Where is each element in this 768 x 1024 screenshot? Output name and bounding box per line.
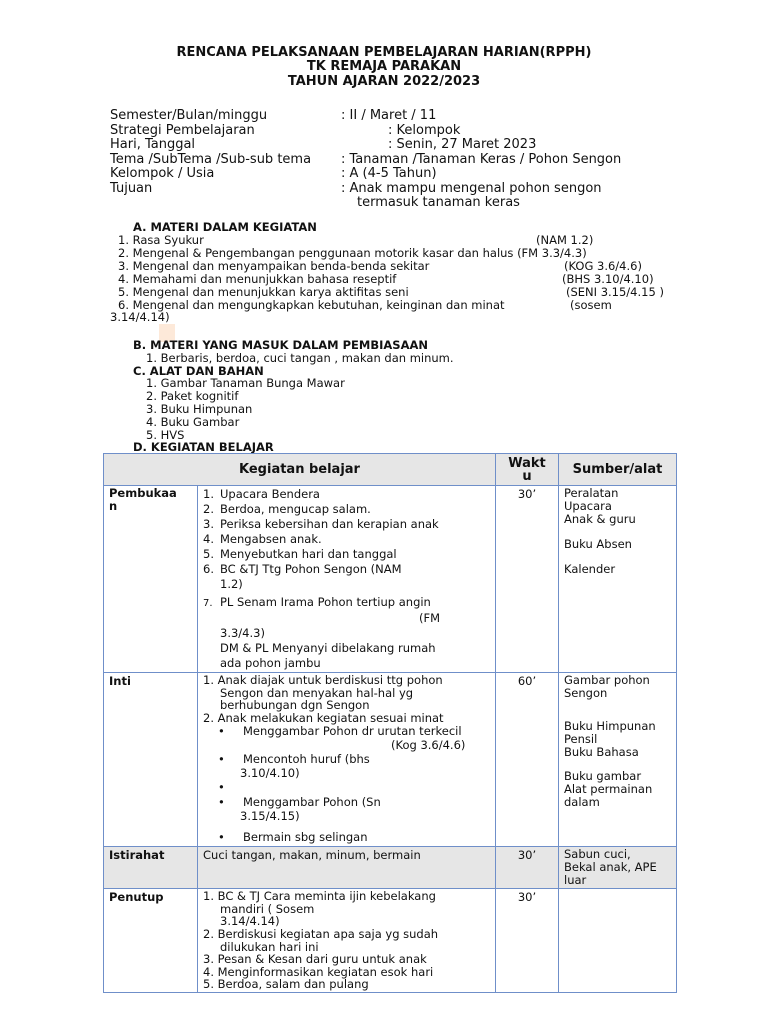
tujuan-value: : Anak mampu mengenal pohon sengon bbox=[341, 180, 602, 196]
src-item: Sengon bbox=[564, 686, 608, 700]
materi-item-1: 1. Rasa Syukur bbox=[118, 233, 204, 247]
list-item-cont: mandiri ( Sosem bbox=[220, 901, 315, 916]
header-waktu-1: Wakt bbox=[508, 455, 546, 471]
table-header-row bbox=[104, 454, 677, 486]
src-item: Peralatan bbox=[564, 486, 619, 500]
time-inti: 60’ bbox=[496, 673, 559, 847]
time-istirahat: 30’ bbox=[496, 847, 559, 889]
list-item-cont: 3.3/4.3) bbox=[220, 626, 265, 640]
row-istirahat bbox=[104, 847, 677, 889]
src-item: Buku Absen bbox=[564, 537, 632, 551]
alat-item-3: 3. Buku Himpunan bbox=[146, 402, 253, 416]
header-waktu-2: u bbox=[522, 468, 532, 484]
semester-label: Semester/Bulan/minggu bbox=[110, 108, 268, 123]
list-item: 7. PL Senam Irama Pohon tertiup angin bbox=[203, 595, 431, 609]
istirahat-activity: Cuci tangan, makan, minum, bermain bbox=[198, 847, 496, 889]
time-pembukaan: 30’ bbox=[496, 486, 559, 673]
bullet-item: • Menggambar Pohon (Sn bbox=[203, 795, 490, 810]
bullet-item-ref: (Kog 3.6/4.6) bbox=[391, 738, 466, 753]
alat-item-4: 4. Buku Gambar bbox=[146, 415, 240, 429]
list-item: 1. BC & TJ Cara meminta ijin kebelakang bbox=[203, 889, 436, 904]
materi-item-1-ref: (NAM 1.2) bbox=[536, 233, 594, 247]
src-item: Buku gambar bbox=[564, 769, 642, 783]
materi-item-3: 3. Mengenal dan menyampaikan benda-benda sekitar bbox=[118, 259, 430, 273]
inti-activities bbox=[198, 673, 496, 847]
alat-item-2: 2. Paket kognitif bbox=[146, 389, 239, 403]
src-item: Upacara bbox=[564, 499, 612, 513]
bullet-item-cont: 3.15/4.15) bbox=[240, 808, 300, 823]
bullet-item: • Menggambar Pohon dr urutan terkecil bbox=[203, 724, 490, 739]
src-item: Bekal anak, APE bbox=[564, 860, 657, 875]
section-b-heading: B. MATERI YANG MASUK DALAM PEMBIASAAN bbox=[133, 338, 429, 352]
src-item: Anak & guru bbox=[564, 512, 636, 526]
phase-inti: Inti bbox=[104, 673, 198, 847]
list-item-cont: 1.2) bbox=[220, 577, 243, 591]
tema-label: Tema /SubTema /Sub-sub tema bbox=[110, 151, 312, 167]
list-item: 1. Anak diajak untuk berdiskusi ttg pohon bbox=[203, 673, 443, 687]
kelompok-label: Kelompok / Usia bbox=[110, 166, 215, 181]
materi-item-6-cont: 3.14/4.14) bbox=[110, 310, 170, 324]
strategi-label: Strategi Pembelajaran bbox=[110, 122, 255, 138]
materi-item-3-ref: (KOG 3.6/4.6) bbox=[564, 259, 642, 273]
list-item: 1. Upacara Bendera bbox=[203, 487, 320, 501]
materi-item-2: 2. Mengenal & Pengembangan penggunaan motorik kasar dan halus (FM 3.3/4.3) bbox=[118, 246, 587, 260]
phase-pembukaan bbox=[104, 486, 198, 673]
hari-label: Hari, Tanggal bbox=[110, 137, 196, 152]
header-sumber: Sumber/alat bbox=[559, 454, 677, 486]
list-item: 5. Menyebutkan hari dan tanggal bbox=[203, 547, 397, 561]
hari-value: : Senin, 27 Maret 2023 bbox=[388, 137, 537, 152]
list-item: 4. Mengabsen anak. bbox=[203, 532, 322, 546]
src-item: Buku Himpunan bbox=[564, 719, 656, 733]
materi-item-4: 4. Memahami dan menunjukkan bahasa reseptif bbox=[118, 272, 397, 286]
list-item: 2. Berdoa, mengucap salam. bbox=[203, 502, 371, 516]
bullet-item-cont: 3.10/4.10) bbox=[240, 765, 300, 780]
bullet-item: • Bermain sbg selingan bbox=[203, 830, 490, 845]
tujuan-value-cont: termasuk tanaman keras bbox=[357, 195, 520, 210]
list-item: 5. Berdoa, salam dan pulang bbox=[203, 977, 369, 992]
materi-item-4-ref: (BHS 3.10/4.10) bbox=[562, 272, 654, 286]
dm-line-1: DM & PL Menyanyi dibelakang rumah bbox=[220, 641, 436, 655]
kegiatan-table bbox=[103, 453, 677, 993]
list-item-cont: berhubungan dgn Sengon bbox=[220, 698, 370, 713]
src-item: dalam bbox=[564, 795, 600, 809]
semester-value: : II / Maret / 11 bbox=[341, 108, 437, 123]
bullet-item: • Mencontoh huruf (bhs bbox=[203, 752, 490, 767]
row-penutup bbox=[104, 889, 677, 993]
list-item-cont: dilukukan hari ini bbox=[220, 939, 319, 954]
phase-penutup: Penutup bbox=[104, 889, 198, 993]
src-pembukaan bbox=[559, 486, 677, 673]
doc-title-line3: TAHUN AJARAN 2022/2023 bbox=[287, 74, 481, 89]
src-istirahat bbox=[559, 847, 677, 889]
list-item: 2. Berdiskusi kegiatan apa saja yg sudah bbox=[203, 926, 439, 941]
src-item: Pensil bbox=[564, 732, 598, 746]
pembiasaan-item-1: 1. Berbaris, berdoa, cuci tangan , makan dan minum. bbox=[146, 351, 454, 365]
header-kegiatan: Kegiatan belajar bbox=[104, 454, 496, 486]
src-inti bbox=[559, 673, 677, 847]
src-item: luar bbox=[564, 873, 587, 888]
list-item: 3. Periksa kebersihan dan kerapian anak bbox=[203, 517, 439, 531]
src-item: Sabun cuci, bbox=[564, 847, 631, 862]
row-inti bbox=[104, 673, 677, 847]
src-item: Kalender bbox=[564, 562, 616, 576]
phase-pembukaan-2: n bbox=[109, 499, 118, 513]
tujuan-label: Tujuan bbox=[110, 180, 153, 196]
src-penutup bbox=[559, 889, 677, 993]
section-a-heading: A. MATERI DALAM KEGIATAN bbox=[133, 220, 317, 234]
list-item: 3. Pesan & Kesan dari guru untuk anak bbox=[203, 952, 427, 967]
time-penutup: 30’ bbox=[496, 889, 559, 993]
section-c-heading: C. ALAT DAN BAHAN bbox=[133, 364, 264, 378]
tema-value: : Tanaman /Tanaman Keras / Pohon Sengon bbox=[341, 151, 622, 167]
src-item: Alat permainan bbox=[564, 782, 653, 796]
pembukaan-activities bbox=[198, 486, 496, 673]
kelompok-value: : A (4-5 Tahun) bbox=[341, 166, 437, 181]
materi-item-6: 6. Mengenal dan mengungkapkan kebutuhan, keinginan dan minat bbox=[118, 298, 505, 312]
list-item-cont: Sengon dan menyakan hal-hal yg bbox=[220, 685, 414, 700]
list-item: 2. Anak melakukan kegiatan sesuai minat bbox=[203, 710, 444, 725]
materi-item-6-ref: (sosem bbox=[570, 298, 612, 312]
phase-istirahat: Istirahat bbox=[104, 847, 198, 889]
row-pembukaan bbox=[104, 486, 677, 673]
section-d-heading: D. KEGIATAN BELAJAR bbox=[133, 440, 274, 454]
src-item: Buku Bahasa bbox=[564, 745, 639, 759]
src-item: Gambar pohon bbox=[564, 673, 650, 687]
doc-title-line2: TK REMAJA PARAKAN bbox=[306, 59, 462, 74]
list-item-ref: (FM bbox=[419, 611, 441, 625]
list-item: 4. Menginformasikan kegiatan esok hari bbox=[203, 964, 434, 979]
alat-item-1: 1. Gambar Tanaman Bunga Mawar bbox=[146, 376, 345, 390]
dm-line-2: ada pohon jambu bbox=[220, 656, 321, 670]
bullet-item-empty bbox=[203, 780, 490, 795]
doc-title-line1: RENCANA PELAKSANAAN PEMBELAJARAN HARIAN(RPPH) bbox=[176, 45, 592, 60]
penutup-activities bbox=[198, 889, 496, 993]
materi-item-5: 5. Mengenal dan menunjukkan karya aktifitas seni bbox=[118, 285, 409, 299]
phase-pembukaan-1: Pembukaa bbox=[109, 486, 177, 500]
materi-item-5-ref: (SENI 3.15/4.15 ) bbox=[566, 285, 664, 299]
strategi-value: : Kelompok bbox=[388, 122, 461, 138]
list-item: 6. BC &TJ Ttg Pohon Sengon (NAM bbox=[203, 562, 402, 576]
alat-item-5: 5. HVS bbox=[146, 428, 185, 442]
header-waktu bbox=[496, 454, 559, 486]
list-item-cont: 3.14/4.14) bbox=[220, 914, 280, 929]
